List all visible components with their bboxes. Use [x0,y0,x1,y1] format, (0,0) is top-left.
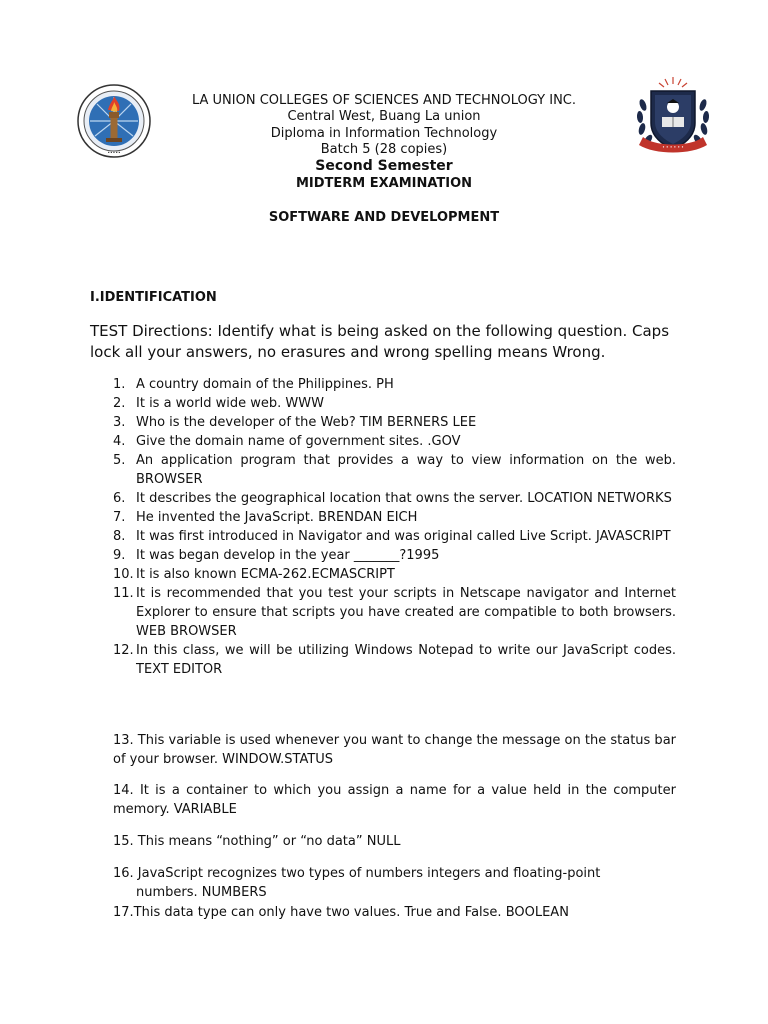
question-item [113,584,676,641]
question-item [113,641,676,679]
question-list [113,375,676,679]
question-16 [113,864,676,902]
question-number: 4. [113,434,126,449]
question-16-line1: 16. JavaScript recognizes two types of numbers integers and floating-point [113,866,601,881]
question-number: 6. [113,491,126,506]
question-text: It is also known ECMA-262.ECMASCRIPT [136,567,395,582]
question-number: 7. [113,510,126,525]
question-item [113,394,676,413]
question-item [113,527,676,546]
question-text: A country domain of the Philippines. PH [136,377,394,392]
question-17: 17.This data type can only have two values. True and False. BOOLEAN [113,905,569,920]
section-title: I.IDENTIFICATION [90,290,217,305]
question-item [113,546,676,565]
question-text: Give the domain name of government sites. .GOV [136,434,461,449]
question-text: It was first introduced in Navigator and was original called Live Script. JAVASCRIPT [136,529,671,544]
question-text: He invented the JavaScript. BRENDAN EICH [136,510,418,525]
test-directions: TEST Directions: Identify what is being asked on the following question. Caps lock all your answers, no erasures and wrong spelling means Wrong. [90,322,670,361]
question-16-line2: numbers. NUMBERS [136,885,267,900]
question-text: An application program that provides a way to view information on the web. BROWSER [136,453,676,487]
question-14: 14. It is a container to which you assign a name for a value held in the computer memory. VARIABLE [113,783,676,817]
school-name: LA UNION COLLEGES OF SCIENCES AND TECHNOLOGY INC. [191,93,577,108]
question-number: 3. [113,415,126,430]
question-number: 5. [113,453,126,468]
svg-text:•••••: ••••• [107,151,121,156]
question-15: 15. This means “nothing” or “no data” NULL [113,834,401,849]
question-item [113,375,676,394]
question-item [113,413,676,432]
question-text: Who is the developer of the Web? TIM BERNERS LEE [136,415,477,430]
exam-header [0,93,768,159]
question-number: 10. [113,567,134,582]
question-text: It is recommended that you test your scripts in Netscape navigator and Internet Explorer to ensure that scripts you have created are compatible to both browsers. WEB BROWSER [136,586,676,639]
question-item [113,451,676,489]
question-item [113,489,676,508]
question-number: 1. [113,377,126,392]
semester-label: Second Semester [315,158,453,174]
question-number: 11. [113,586,134,601]
subject-title: SOFTWARE AND DEVELOPMENT [268,210,500,225]
svg-text:• • • • • •: • • • • • • [662,144,684,150]
batch-info: Batch 5 (28 copies) [320,142,448,158]
question-text: It is a world wide web. WWW [136,396,324,411]
question-item [113,508,676,527]
question-item [113,432,676,451]
question-number: 2. [113,396,126,411]
question-13: 13. This variable is used whenever you want to change the message on the status bar of your browser. WINDOW.STATUS [113,733,676,767]
question-text: It describes the geographical location that owns the server. LOCATION NETWORKS [136,491,672,506]
question-text: In this class, we will be utilizing Windows Notepad to write our JavaScript codes. TEXT EDITOR [136,643,676,677]
program-name: Diploma in Information Technology [270,125,498,141]
question-number: 9. [113,548,126,563]
question-number: 12. [113,643,134,658]
question-number: 8. [113,529,126,544]
question-text: It was began develop in the year _______?1995 [136,548,440,563]
school-address: Central West, Buang La union [287,109,481,125]
question-item [113,565,676,584]
exam-title: MIDTERM EXAMINATION [295,176,473,191]
